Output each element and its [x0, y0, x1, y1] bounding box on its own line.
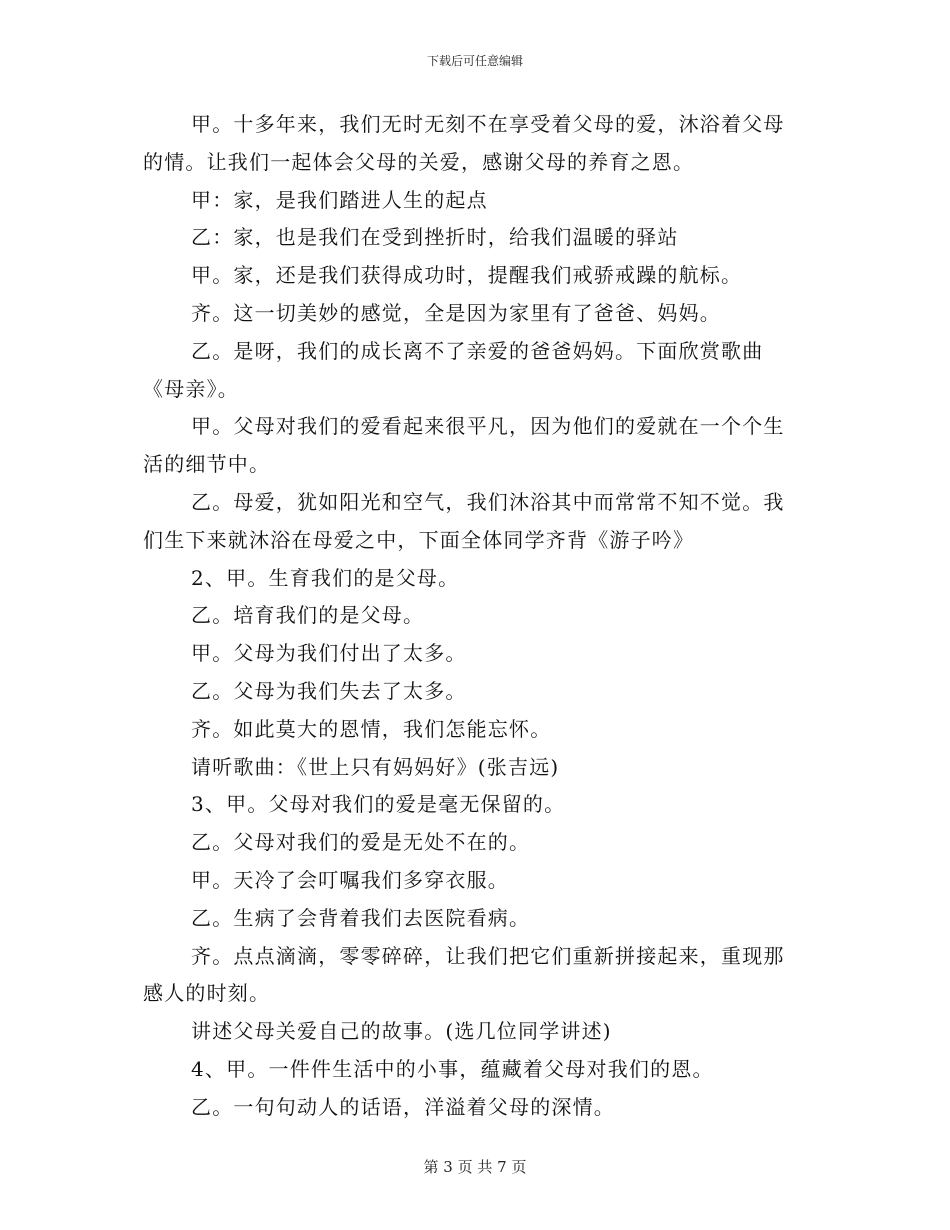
paragraph: 齐。这一切美妙的感觉，全是因为家里有了爸爸、妈妈。 — [191, 300, 721, 325]
paragraph: 甲。天冷了会叮嘱我们多穿衣服。 — [191, 867, 509, 892]
page-header: 下载后可任意编辑 — [426, 54, 523, 68]
paragraph: 甲。父母为我们付出了太多。 — [191, 641, 467, 666]
paragraph: 2、甲。生育我们的是父母。 — [191, 565, 460, 590]
paragraph: 乙。是呀，我们的成长离不了亲爱的爸爸妈妈。下面欣赏歌曲《母亲》。 — [143, 338, 764, 401]
page-footer: 第 3 页 共 7 页 — [423, 1158, 527, 1176]
paragraph: 乙。生病了会背着我们去医院看病。 — [191, 905, 531, 930]
paragraph: 甲。父母对我们的爱看起来很平凡，因为他们的爱就在一个个生活的细节中。 — [143, 414, 785, 477]
paragraph: 乙。父母为我们失去了太多。 — [191, 678, 467, 703]
paragraph: 齐。如此莫大的恩情，我们怎能忘怀。 — [191, 716, 552, 741]
paragraph: 甲。十多年来，我们无时无刻不在享受着父母的爱，沐浴着父母的情。让我们一起体会父母的关爱，感谢父母的养育之恩。 — [143, 112, 785, 174]
paragraph: 齐。点点滴滴，零零碎碎，让我们把它们重新拼接起来，重现那感人的时刻。 — [143, 943, 785, 1006]
paragraph: 讲述父母关爱自己的故事。(选几位同学讲述) — [191, 1019, 612, 1044]
paragraph: 4、甲。一件件生活中的小事，蕴藏着父母对我们的恩。 — [191, 1056, 714, 1081]
paragraph: 乙。一句句动人的话语，洋溢着父母的深情。 — [191, 1094, 615, 1119]
paragraph: 甲：家，是我们踏进人生的起点 — [191, 187, 488, 212]
paragraph: 请听歌曲：《世上只有妈妈好》(张吉远) — [191, 754, 560, 779]
paragraph: 乙。父母对我们的爱是无处不在的。 — [191, 830, 531, 855]
paragraph: 3、甲。父母对我们的爱是毫无保留的。 — [191, 792, 566, 817]
paragraph: 甲。家，还是我们获得成功时，提醒我们戒骄戒躁的航标。 — [191, 263, 743, 288]
document-body — [143, 106, 803, 1127]
paragraph: 乙：家，也是我们在受到挫折时，给我们温暖的驿站 — [191, 225, 679, 250]
paragraph: 乙。母爱，犹如阳光和空气，我们沐浴其中而常常不知不觉。我们生下来就沐浴在母爱之中，下面全体同学齐背《游子吟》 — [143, 489, 785, 552]
paragraph: 乙。培育我们的是父母。 — [191, 603, 425, 628]
